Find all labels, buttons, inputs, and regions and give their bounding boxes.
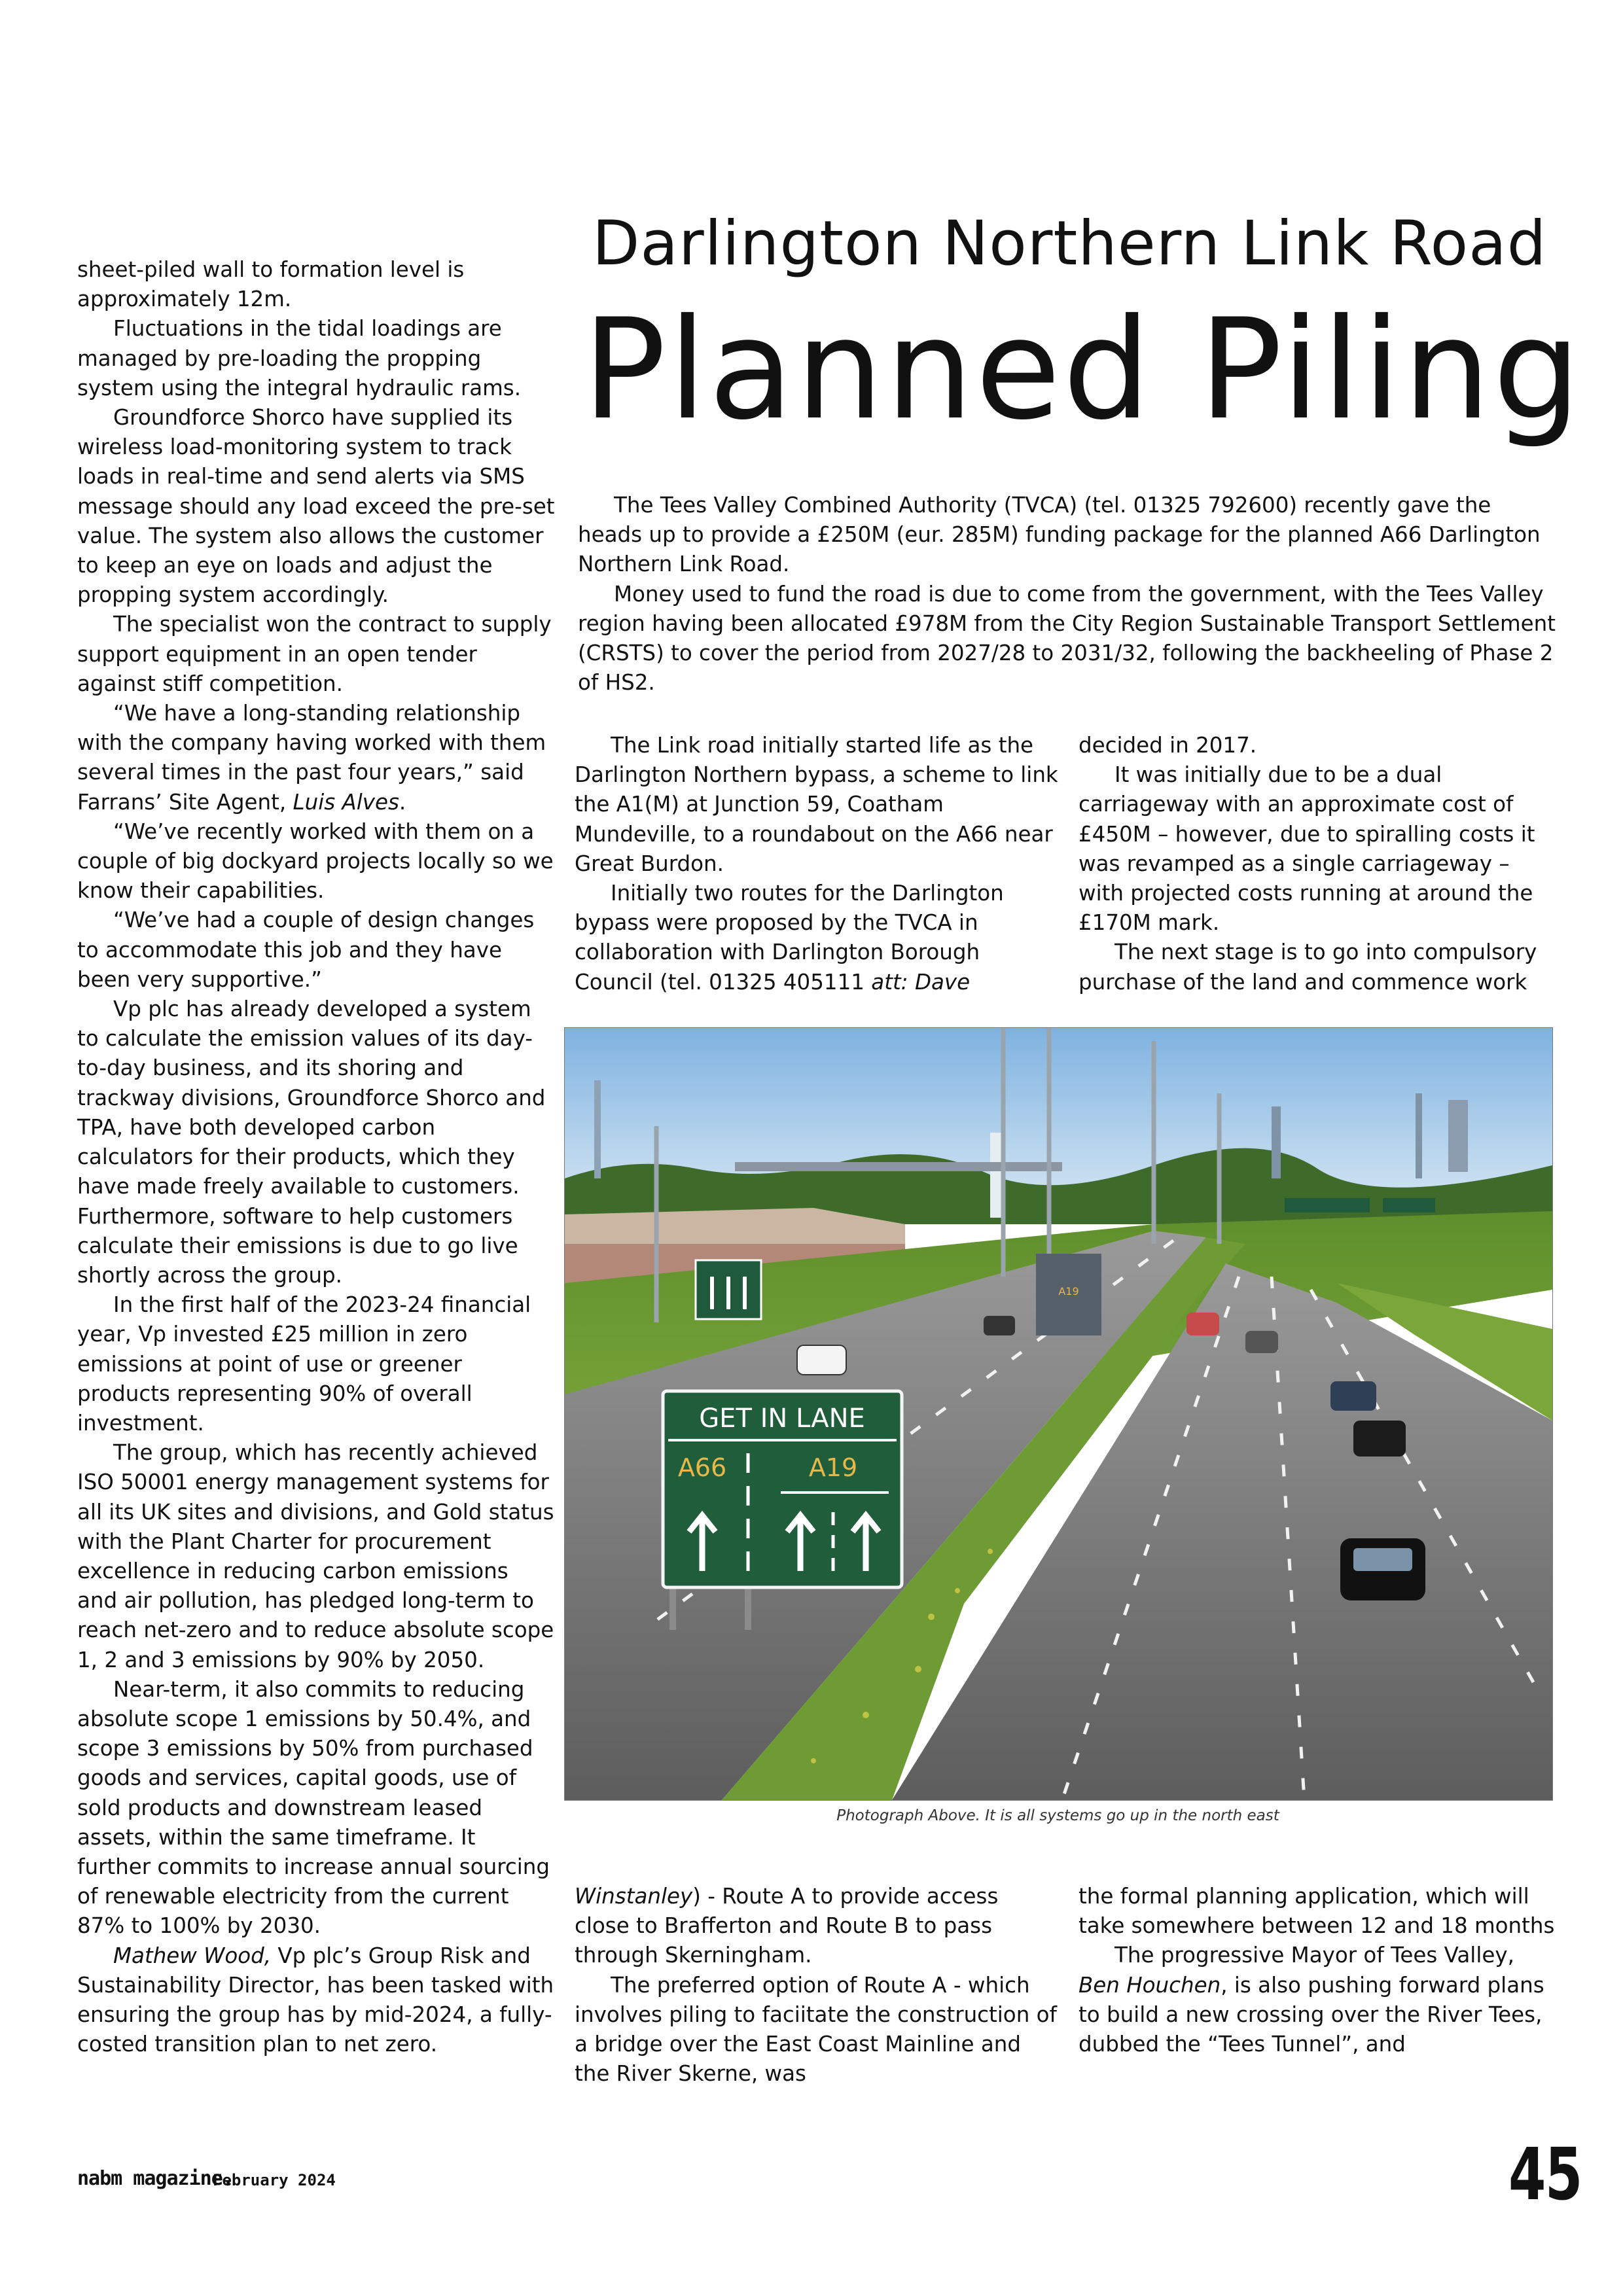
article-intro (578, 491, 1556, 698)
page-number: 45 (1508, 2132, 1582, 2216)
paragraph: The group, which has recently achieved ISO 50001 energy management systems for all its UK sites and divisions, and Gold status with the Plant Charter for procurement excellence in reducing carbon emissions and air pollution, has pledged long-term to reach net-zero and to reduce absolute scope 1, 2 and 3 emissions by 90% by 2050. (77, 1440, 554, 1672)
right-column-top (1079, 731, 1556, 997)
left-column (77, 255, 555, 2059)
paragraph (77, 699, 555, 817)
paragraph-text: , is also pushing forward plans to build a new crossing over the River Tees, dubbed the “Tees Tunnel”, and (1079, 1972, 1544, 2057)
paragraph: “We’ve had a couple of design changes to accommodate this job and they have been very supportive.” (77, 908, 535, 992)
paragraph: The next stage is to go into compulsory purchase of the land and commence work (1079, 940, 1537, 995)
middle-column-top (575, 731, 1059, 997)
photo-caption: Photograph Above. It is all systems go up in the north east (836, 1807, 1279, 1824)
paragraph: “We’ve recently worked with them on a couple of big dockyard projects locally so we know their capabilities. (77, 819, 554, 904)
person-name: Ben Houchen (1079, 1972, 1221, 1998)
paragraph-text: Initially two routes for the Darlington bypass were proposed by the TVCA in collaboration with Darlington Borough Council (tel. 01325 405111 (575, 881, 1004, 995)
paragraph: decided in 2017. (1079, 733, 1257, 758)
paragraph-text: ) - Route A to provide access close to Brafferton and Route B to pass through Skerningham. (575, 1884, 999, 1968)
paragraph: The Link road initially started life as the Darlington Northern bypass, a scheme to link the A1(M) at Junction 59, Coatham Mundeville, to a roundabout on the A66 near Great Burdon. (575, 733, 1058, 876)
paragraph-text: The progressive Mayor of Tees Valley, (1115, 1943, 1514, 1968)
paragraph-text: Vp plc’s Group Risk and Sustainability Director, has been tasked with ensuring the group has by mid-2024, a fully-costed transition plan to net zero. (77, 1943, 554, 2057)
paragraph: sheet-piled wall to formation level is approximately 12m. (77, 257, 465, 312)
small-sign-label: A19 (1058, 1285, 1079, 1298)
punctuation: . (399, 789, 406, 815)
paragraph (1079, 1941, 1556, 2059)
paragraph: Groundforce Shorco have supplied its wireless load-monitoring system to track loads in real-time and send alerts via SMS message should any load exceed the pre-set value. The system also allows the customer to keep an eye on loads and adjust the propping system accordingly. (77, 405, 555, 608)
person-name: Mathew Wood, (113, 1943, 272, 1968)
article-kicker: Darlington Northern Link Road (592, 208, 1547, 279)
paragraph (575, 879, 1059, 997)
paragraph: It was initially due to be a dual carriageway with an approximate cost of £450M – however, due to spiralling costs it was revamped as a single carriageway – with projected costs running at around the £170M mark. (1079, 762, 1535, 936)
paragraph (77, 1941, 555, 2060)
intro-paragraph: Money used to fund the road is due to come from the government, with the Tees Valley region having been allocated £978M from the City Region Sustainable Transport Settlement (CRSTS) to cover the period from 2027/28 to 2031/32, following the backheeling of Phase 2 of HS2. (578, 581, 1556, 696)
person-name: att: Dave (871, 969, 971, 995)
middle-column-bottom (575, 1882, 1059, 2089)
magazine-name: nabm magazine. (77, 2167, 234, 2190)
article-headline: Planned Piling (582, 289, 1583, 450)
road-photograph (564, 1027, 1553, 1801)
person-name: Winstanley (575, 1884, 693, 1909)
intro-paragraph: The Tees Valley Combined Authority (TVCA) (tel. 01325 792600) recently gave the heads up to provide a £250M (eur. 285M) funding package for the planned A66 Darlington Northern Link Road. (578, 493, 1541, 577)
paragraph (575, 1882, 1059, 1971)
paragraph: The specialist won the contract to supply support equipment in an open tender against stiff competition. (77, 612, 552, 696)
paragraph: Near-term, it also commits to reducing absolute scope 1 emissions by 50.4%, and scope 3 emissions by 50% from purchased goods and services, capital goods, use of sold products and downstream leased assets, within the same timeframe. It further commits to increase annual sourcing of renewable electricity from the current 87% to 100% by 2030. (77, 1676, 550, 1939)
paragraph: Fluctuations in the tidal loadings are managed by pre-loading the propping system using the integral hydraulic rams. (77, 316, 522, 400)
paragraph: the formal planning application, which will take somewhere between 12 and 18 months (1079, 1884, 1555, 1939)
paragraph: Vp plc has already developed a system to calculate the emission values of its day-to-day business, and its shoring and trackway divisions, Groundforce Shorco and TPA, have both developed carbon calculators for their products, which they have made freely available to customers. Furthermore, software to help customers calculate their emissions is due to go live shortly across the group. (77, 997, 546, 1288)
person-name: Luis Alves (293, 789, 399, 815)
sign-title: GET IN LANE (699, 1404, 865, 1434)
paragraph: In the first half of the 2023-24 financial year, Vp invested £25 million in zero emissions at point of use or greener products representing 90% of overall investment. (77, 1292, 531, 1436)
issue-date: February 2024 (213, 2171, 336, 2189)
quote-text: “We have a long-standing relationship with the company having worked with them several times in the past four years,” said Farrans’ Site Agent, (77, 701, 546, 815)
sign-right-route: A19 (808, 1453, 858, 1482)
sign-left-route: A66 (677, 1453, 727, 1482)
right-column-bottom (1079, 1882, 1556, 2059)
paragraph: The preferred option of Route A - which involves piling to faciitate the construction of a bridge over the East Coast Mainline and the River Skerne, was (575, 1972, 1057, 2087)
